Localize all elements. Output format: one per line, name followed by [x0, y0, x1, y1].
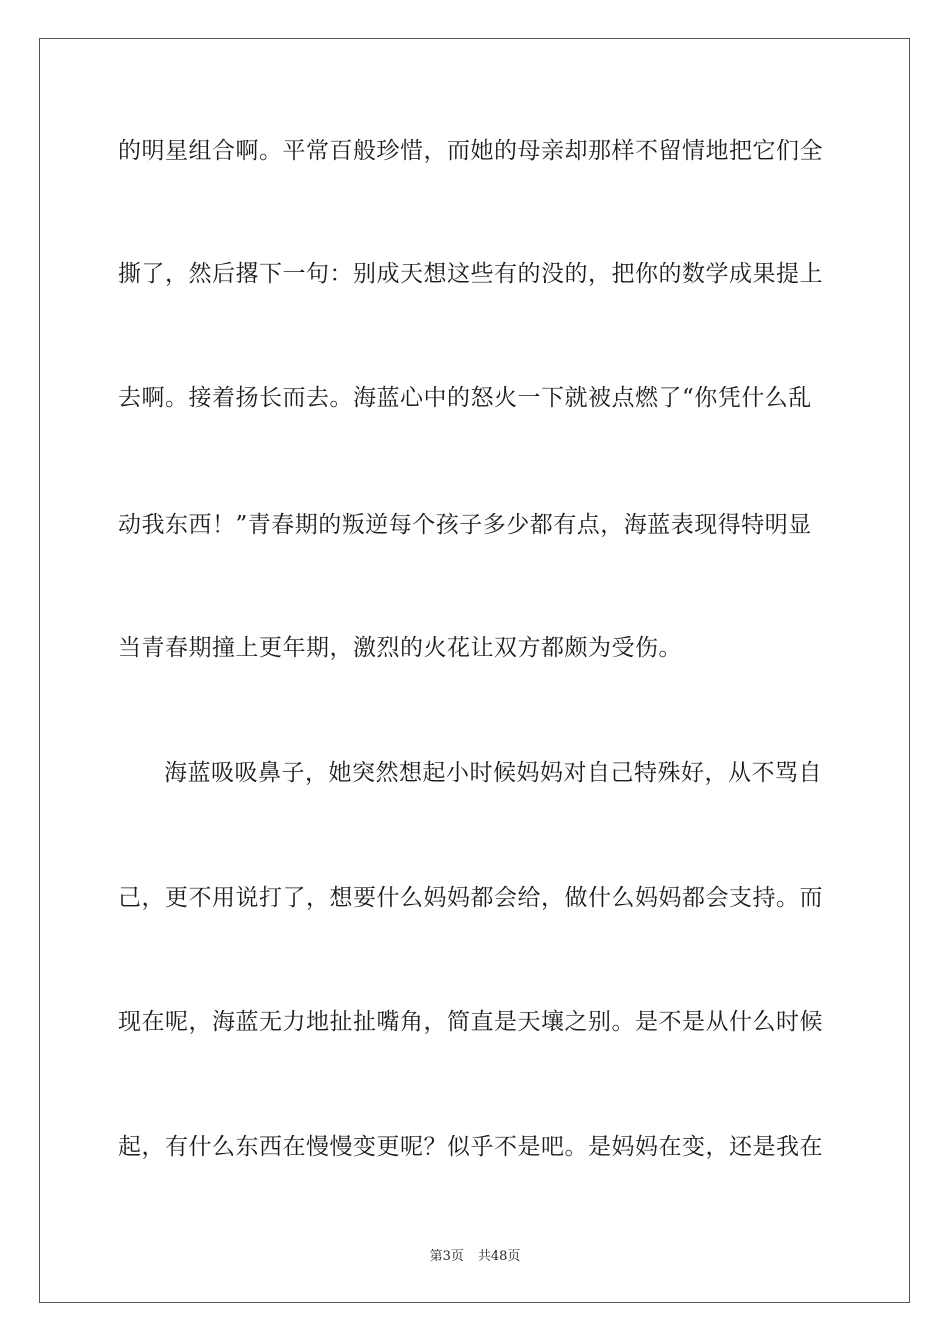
page-total: 共48页: [477, 1249, 521, 1264]
text-line-9: 起，有什么东西在慢慢变更呢？似乎不是吧。是妈妈在变，还是我在: [118, 1134, 823, 1160]
text-line-3: 去啊。接着扬长而去。海蓝心中的怒火一下就被点燃了“你凭什么乱: [118, 385, 812, 411]
page-number: 第3页: [429, 1249, 464, 1264]
page-border: [39, 38, 910, 1303]
page-footer: [0, 1248, 950, 1266]
text-line-8: 现在呢，海蓝无力地扯扯嘴角，简直是天壤之别。是不是从什么时候: [118, 1009, 823, 1035]
text-line-5: 当青春期撞上更年期，激烈的火花让双方都颇为受伤。: [118, 635, 682, 661]
text-line-2: 撕了，然后撂下一句：别成天想这些有的没的，把你的数学成果提上: [118, 261, 823, 287]
text-line-4: 动我东西！”青春期的叛逆每个孩子多少都有点，海蓝表现得特明显: [118, 512, 812, 538]
text-line-7: 己，更不用说打了，想要什么妈妈都会给，做什么妈妈都会支持。而: [118, 885, 823, 911]
paragraph-2-line-1: 海蓝吸吸鼻子，她突然想起小时候妈妈对自己特殊好，从不骂自: [164, 760, 822, 786]
text-line-1: 的明星组合啊。平常百般珍惜，而她的母亲却那样不留情地把它们全: [118, 138, 823, 164]
